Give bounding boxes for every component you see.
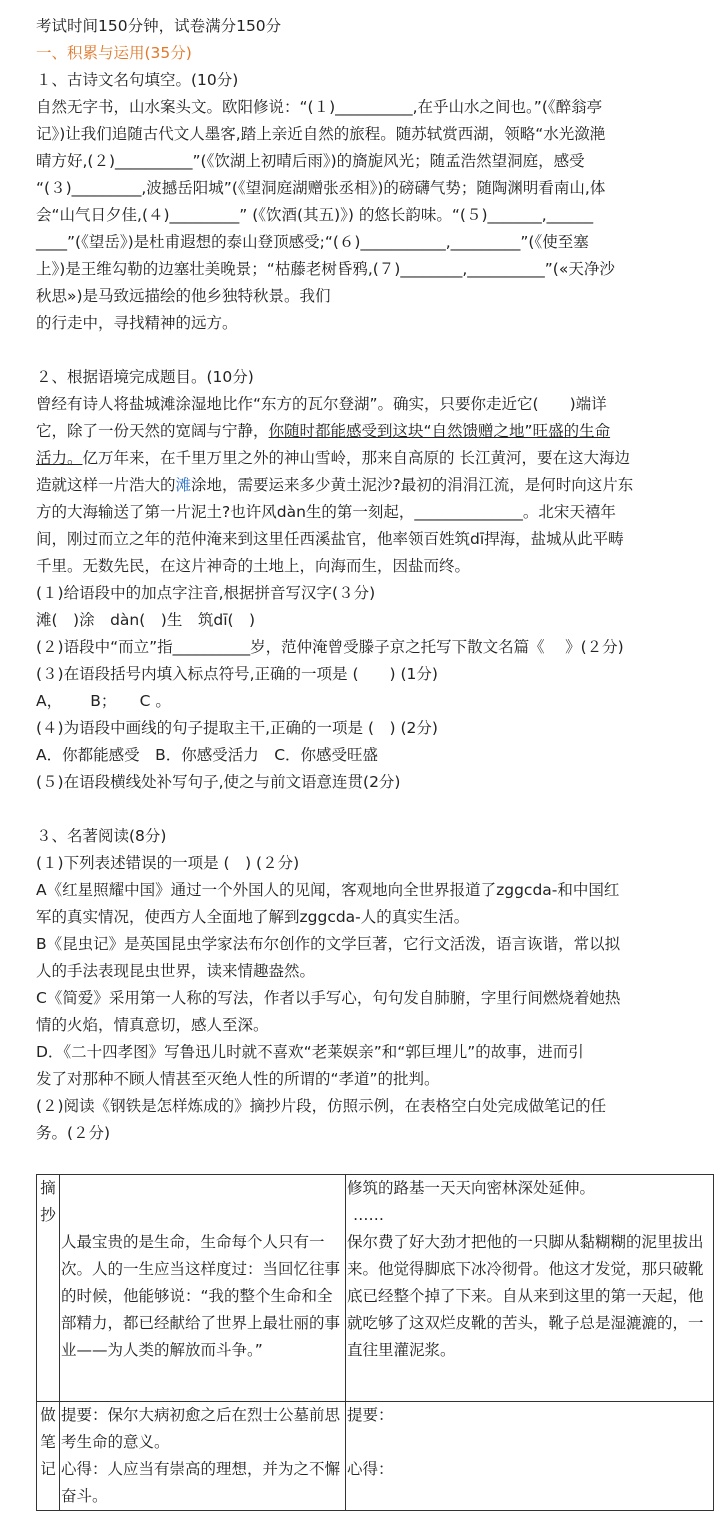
underlined-sentence: 你随时都能感受到这块“自然馈赠之地”旺盛的生命 [268,422,611,440]
excerpt-cell [346,1175,714,1402]
q2-line: 方的大海输送了第一片泥土?也许风dàn生的第一刻起，______________。北宋天禧年 [36,503,616,521]
section-title: 一、积累与运用(35分) [36,44,192,62]
q2-line [36,418,716,445]
q1-line: 记》)让我们追随古代文人墨客,踏上亲近自然的旅程。随苏轼赏西湖，领略“水光潋滟 [36,125,606,143]
table-row [37,1402,714,1511]
q3-sub1: (１)下列表述错误的一项是 ( ) (２分) [36,854,300,872]
excerpt-cell [60,1175,346,1402]
q1-line: 晴方好,(２)__________”(《饮湖上初晴后雨》)的旖旎风光；随孟浩然望洞庭，感受 [36,152,585,170]
summary-text: 提要：保尔大病初愈之后在烈士公墓前思考生命的意义。 [61,1406,341,1451]
row-label: 做笔记 [37,1402,60,1511]
q1-line: 上》)是王维勾勒的边塞壮美晚景；“枯藤老树昏鸦,(７)________,__________”(«天净沙 [36,260,615,278]
q2-title: ２、根据语境完成题目。(10分) [36,368,254,386]
notes-cell [60,1402,346,1511]
excerpt-text: 保尔费了好大劲才把他的一只脚从黏糊糊的泥里拔出来。他觉得脚底下冰冷彻骨。他这才发觉，那只破靴底已经整个掉了下来。自从来到这里的第一天起，他就吃够了这双烂皮靴的苦头，靴子总是湿漉漉的，一直往里灌泥浆。 [347,1233,704,1359]
q2-sub3: (３)在语段括号内填入标点符号,正确的一项是 ( ) (1分) [36,665,438,683]
q3-sub2: (２)阅读《钢铁是怎样炼成的》摘抄片段，仿照示例，在表格空白处完成做笔记的任 [36,1097,607,1115]
q2-text: 亿万年来，在千里万里之外的神山雪岭，那来自高原的 长江黄河，要在这大海边 [82,449,630,467]
exam-info: 考试时间150分钟，试卷满分150分 [36,17,282,35]
q1-line: ____”(《望岳》)是杜甫遐想的泰山登顶感受;“(６)___________,_________”(《使至塞 [36,233,589,251]
q3-option-d: 发了对那种不顾人情甚至灭绝人性的所谓的“孝道”的批判。 [36,1070,440,1088]
q1-line: 自然无字书，山水案头文。欧阳修说：“(１)__________,在乎山水之间也。”(《醉翁亭 [36,98,603,116]
insight-text: 心得：人应当有崇高的理想，并为之不懈奋斗。 [61,1460,341,1505]
q2-text: 涂地，需要运来多少黄土泥沙?最初的涓涓江流，是何时向这片东 [191,476,634,494]
summary-field[interactable]: 提要： [347,1406,394,1424]
row-label: 摘抄 [37,1175,60,1402]
q1-title: １、古诗文名句填空。(10分) [36,71,239,89]
notes-table [36,1174,714,1511]
q2-sub5: (５)在语段横线处补写句子,使之与前文语意连贯(2分) [36,773,401,791]
q3-option-b: B《昆虫记》是英国昆虫学家法布尔创作的文学巨著，它行文活泼，语言诙谐，常以拟 [36,935,621,953]
notes-cell [346,1402,714,1511]
q2-sub3-options: A， B； C 。 [36,692,171,710]
dotted-char: 滩 [175,476,192,494]
q3-title: ３、名著阅读(8分) [36,827,167,845]
q2-sub1: (１)给语段中的加点字注音,根据拼音写汉字(３分) [36,584,376,602]
q3-option-c: C《简爱》采用第一人称的写法，作者以手写心，句句发自肺腑，字里行间燃烧着她热 [36,989,621,1007]
excerpt-text: 人最宝贵的是生命，生命每个人只有一次。人的一生应当这样度过：当回忆往事的时候，他能够说：“我的整个生命和全部精力，都已经献给了世界上最壮丽的事业——为人类的解放而斗争。” [61,1233,341,1359]
q2-sub4: (４)为语段中画线的句子提取主干,正确的一项是 ( ) (2分) [36,719,438,737]
table-row [37,1175,714,1402]
q2-line [36,445,716,472]
q1-line: 秋思»)是马致远描绘的他乡独特秋景。我们 [36,287,331,305]
insight-field[interactable]: 心得： [347,1460,394,1478]
q2-sub4-options: A．你都能感受 B．你感受活力 C．你感受旺盛 [36,746,379,764]
q1-line: “(３)_________,波撼岳阳城”(《望洞庭湖赠张丞相》)的磅礴气势；随陶渊明看南山,体 [36,179,606,197]
q3-option-a: 军的真实情况，使西方人全面地了解到zggcda-人的真实生活。 [36,908,470,926]
q2-sub2: (２)语段中“而立”指__________岁，范仲淹曾受滕子京之托写下散文名篇《 》(２分) [36,638,624,656]
q2-sub1-items: 滩( )涂 dàn( )生 筑dī( ) [36,611,256,629]
q2-line: 千里。无数先民，在这片神奇的土地上，向海而生，因盐而终。 [36,557,471,575]
ellipsis-text: …… [353,1206,384,1224]
q1-line: 会“山气日夕佳,(４)_________” (《饮酒(其五)》) 的悠长韵味。“(５)_______,______ [36,206,594,224]
q3-option-c: 情的火焰，情真意切，感人至深。 [36,1016,269,1034]
excerpt-text: 修筑的路基一天天向密林深处延伸。 [347,1179,596,1197]
q3-sub2: 务。(２分) [36,1124,111,1142]
q2-line: 间，刚过而立之年的范仲淹来到这里任西溪盐官，他率领百姓筑dī捍海，盐城从此平畴 [36,530,624,548]
q2-text: 它，除了一份天然的宽阔与宁静， [36,422,269,440]
q1-line: 的行走中，寻找精神的远方。 [36,314,238,332]
q3-option-d: D．《二十四孝图》写鲁迅儿时就不喜欢“老莱娱亲”和“郭巨埋儿”的故事，进而引 [36,1043,584,1061]
q2-line: 曾经有诗人将盐城滩涂湿地比作“东方的瓦尔登湖”。确实，只要你走近它( )端详 [36,395,607,413]
q2-text: 造就这样一片浩大的 [36,476,176,494]
q3-option-a: A《红星照耀中国》通过一个外国人的见闻，客观地向全世界报道了zggcda-和中国红 [36,881,620,899]
q2-line [36,472,716,499]
q3-option-b: 人的手法表现昆虫世界，读来情趣盎然。 [36,962,316,980]
underlined-sentence: 活力。 [36,449,83,467]
